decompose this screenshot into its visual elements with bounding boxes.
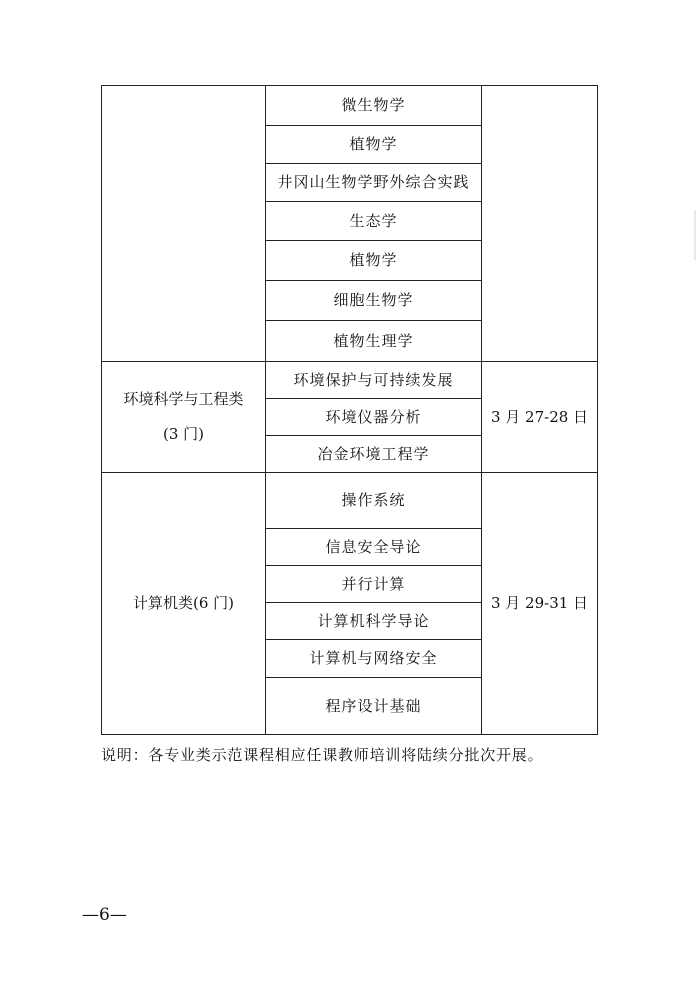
category-name: 计算机类(6 门) (132, 594, 235, 613)
table-row (102, 362, 598, 399)
course-name: 计算机与网络安全 (266, 640, 482, 678)
course-name: 植物生理学 (266, 321, 482, 362)
category-cell (102, 86, 266, 362)
course-name: 操作系统 (266, 473, 482, 529)
course-name: 植物学 (266, 241, 482, 281)
category-cell (102, 473, 266, 735)
course-name: 井冈山生物学野外综合实践 (266, 164, 482, 202)
training-schedule-table (101, 85, 598, 735)
course-name: 冶金环境工程学 (266, 436, 482, 473)
page-number: —6— (82, 905, 127, 925)
course-name: 细胞生物学 (266, 281, 482, 321)
table-row (102, 86, 598, 126)
date-cell: 3 月 27-28 日 (482, 362, 598, 473)
table-row (102, 473, 598, 529)
course-name: 计算机科学导论 (266, 603, 482, 640)
course-name: 微生物学 (266, 86, 482, 126)
course-name: 环境仪器分析 (266, 399, 482, 436)
page-edge-mark (694, 210, 696, 260)
category-count: (3 门) (162, 425, 205, 443)
course-name: 信息安全导论 (266, 529, 482, 566)
category-cell (102, 362, 266, 473)
date-cell: 3 月 29-31 日 (482, 473, 598, 735)
footnote: 说明：各专业类示范课程相应任课教师培训将陆续分批次开展。 (101, 746, 544, 764)
course-name: 生态学 (266, 202, 482, 241)
category-name: 环境科学与工程类 (123, 390, 244, 409)
date-cell (482, 86, 598, 362)
course-name: 并行计算 (266, 566, 482, 603)
course-name: 植物学 (266, 126, 482, 164)
course-name: 程序设计基础 (266, 678, 482, 735)
course-name: 环境保护与可持续发展 (266, 362, 482, 399)
